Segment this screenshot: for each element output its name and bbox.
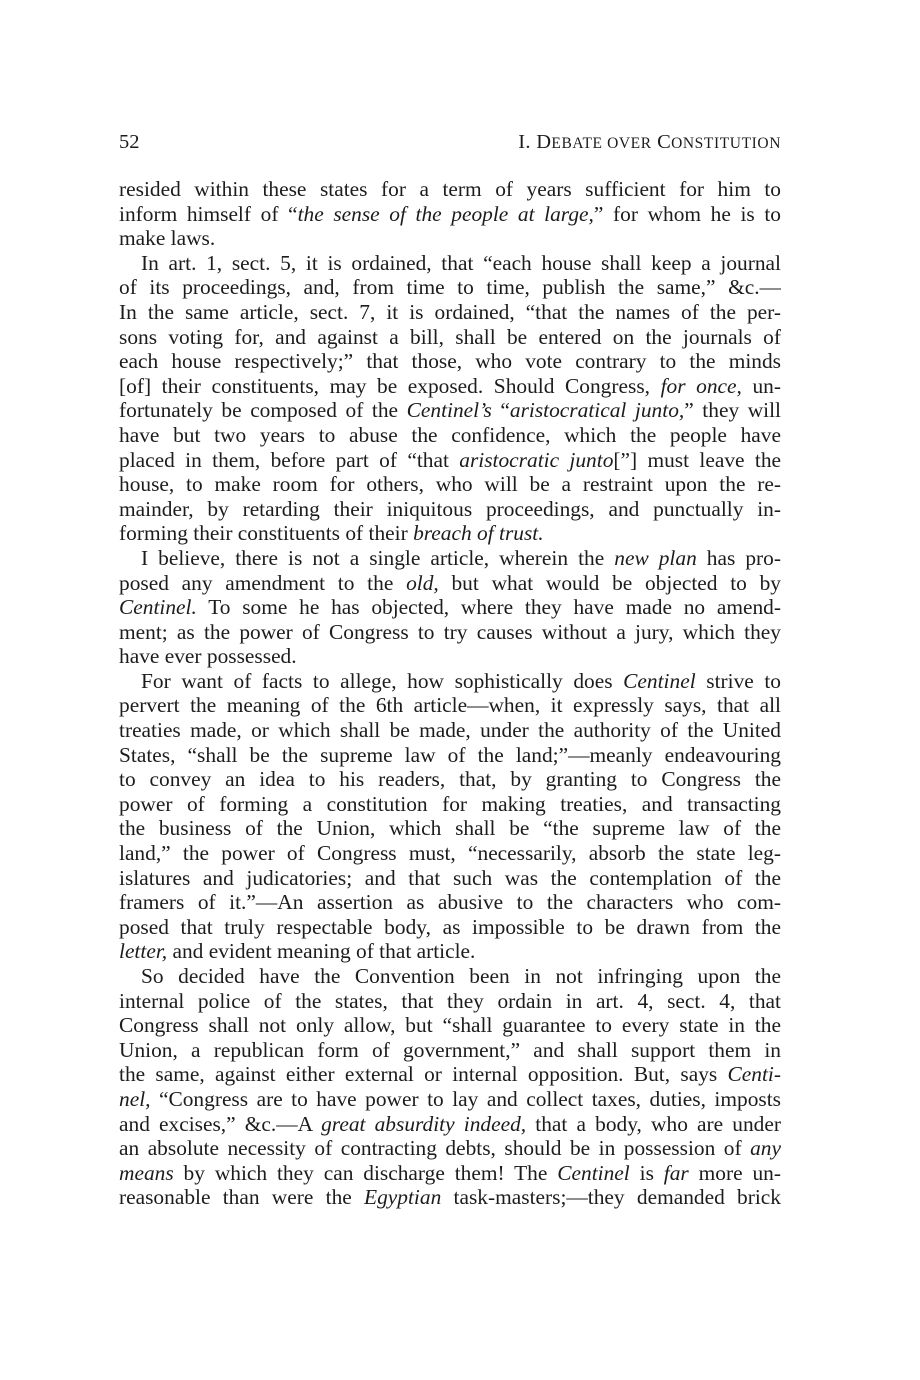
text-run: ” they will: [684, 398, 781, 423]
italic-text: breach of trust.: [413, 521, 544, 546]
italic-text: means: [119, 1160, 174, 1185]
text-line: [119, 1038, 781, 1063]
text-run: to convey an idea to his readers, that, by granting to Congress the: [119, 767, 781, 792]
italic-text: aristocratical junto,: [509, 398, 685, 423]
text-run: ” for whom he is to: [593, 201, 781, 226]
running-title-part: EBATE OVER: [551, 135, 652, 152]
text-run: strive to: [695, 668, 781, 693]
italic-text: old,: [406, 570, 439, 595]
text-run: but what would be objected to by: [438, 570, 781, 595]
text-run: treaties made, or which shall be made, under the authority of the United: [119, 718, 781, 743]
text-run: ment; as the power of Congress to try causes without a jury, which they: [119, 619, 781, 644]
text-line: [119, 816, 781, 841]
text-run: have but two years to abuse the confidence, which the people have: [119, 422, 781, 447]
italic-text: new plan: [614, 545, 697, 570]
italic-text: great absurdity indeed,: [321, 1111, 527, 1136]
text-line: [119, 841, 781, 866]
text-line: [119, 1112, 781, 1137]
text-run: each house respectively;” that those, who vote contrary to the minds: [119, 349, 781, 374]
text-run: internal police of the states, that they ordain in art. 4, sect. 4, that: [119, 988, 781, 1013]
text-line: [119, 866, 781, 891]
text-line: [119, 890, 781, 915]
text-run: Congress shall not only allow, but “shall guarantee to every state in the: [119, 1013, 781, 1038]
text-line: [119, 1161, 781, 1186]
text-run: fortunately be composed of the: [119, 398, 407, 423]
text-run: un-: [741, 373, 781, 398]
text-line: [119, 620, 781, 645]
text-line: [119, 300, 781, 325]
running-title: [518, 129, 781, 157]
text-run: that a body, who are under: [526, 1111, 781, 1136]
text-run: mainder, by retarding their iniquitous proceedings, and punctually in-: [119, 496, 781, 521]
text-run: is: [629, 1160, 664, 1185]
text-run: For want of facts to allege, how sophistically does: [141, 668, 624, 693]
text-line: [119, 398, 781, 423]
text-line: [119, 546, 781, 571]
text-run: In art. 1, sect. 5, it is ordained, that “each house shall keep a journal: [141, 250, 781, 275]
text-line: [119, 792, 781, 817]
text-run: forming their constituents of their: [119, 521, 414, 546]
text-run: “Congress are to have power to lay and collect taxes, duties, imposts: [150, 1086, 781, 1111]
text-run: posed that truly respectable body, as impossible to be drawn from the: [119, 914, 781, 939]
italic-text: far: [663, 1160, 689, 1185]
text-run: To some he has objected, where they have made no amend-: [196, 595, 781, 620]
text-line: [119, 251, 781, 276]
text-run: have ever possessed.: [119, 644, 297, 669]
italic-text: the sense of the people at large,: [297, 201, 594, 226]
text-line: [119, 1087, 781, 1112]
text-run: and evident meaning of that article.: [167, 939, 476, 964]
text-run: make laws.: [119, 226, 216, 251]
text-line: [119, 202, 781, 227]
text-line: [119, 472, 781, 497]
text-line: [119, 448, 781, 473]
text-line: [119, 1013, 781, 1038]
text-run: pervert the meaning of the 6th article—when, it expressly says, that all: [119, 693, 781, 718]
text-line: [119, 521, 781, 546]
text-run: inform himself of “: [119, 201, 298, 226]
text-line: [119, 718, 781, 743]
text-run: power of forming a constitution for making treaties, and transacting: [119, 791, 781, 816]
text-line: [119, 497, 781, 522]
text-line: [119, 571, 781, 596]
italic-text: for once,: [660, 373, 742, 398]
text-run: resided within these states for a term of years sufficient for him to: [119, 177, 781, 201]
text-line: [119, 374, 781, 399]
italic-text: Centinel.: [119, 595, 197, 620]
text-run: posed any amendment to the: [119, 570, 407, 595]
text-line: [119, 743, 781, 768]
running-title-part: C: [651, 131, 672, 153]
text-run: [”] must leave the: [613, 447, 781, 472]
italic-text: nel,: [119, 1086, 151, 1111]
text-run: by which they can discharge them! The: [173, 1160, 558, 1185]
page-number: 52: [119, 131, 140, 153]
text-run: So decided have the Convention been in not infringing upon the: [141, 964, 781, 988]
text-run: “: [491, 398, 510, 423]
italic-text: Egyptian: [364, 1185, 442, 1210]
text-line: [119, 669, 781, 694]
text-run: sons voting for, and against a bill, shall be entered on the journals of: [119, 324, 781, 349]
body-text: [119, 177, 781, 1210]
text-run: islatures and judicatories; and that such was the contemplation of the: [119, 865, 781, 890]
text-line: [119, 915, 781, 940]
text-run: the same, against either external or internal opposition. But, says: [119, 1062, 728, 1087]
text-run: of its proceedings, and, from time to time, publish the same,” &c.—: [119, 275, 781, 300]
text-run: and excises,” &c.—A: [119, 1111, 322, 1136]
text-line: [119, 226, 781, 251]
running-title-part: I. D: [518, 131, 552, 153]
text-run: In the same article, sect. 7, it is ordained, “that the names of the per-: [119, 299, 781, 324]
text-run: placed in them, before part of “that: [119, 447, 460, 472]
text-run: land,” the power of Congress must, “necessarily, absorb the state leg-: [119, 841, 781, 866]
italic-text: Centinel: [623, 668, 696, 693]
text-line: [119, 644, 781, 669]
text-line: [119, 275, 781, 300]
text-line: [119, 1136, 781, 1161]
text-run: has pro-: [696, 545, 781, 570]
italic-text: Centi-: [727, 1062, 781, 1087]
text-line: [119, 349, 781, 374]
text-run: I believe, there is not a single article, wherein the: [141, 545, 615, 570]
text-run: States, “shall be the supreme law of the land;”—meanly endeavouring: [119, 742, 781, 767]
text-line: [119, 423, 781, 448]
text-line: [119, 1062, 781, 1087]
text-line: [119, 693, 781, 718]
text-run: an absolute necessity of contracting debts, should be in possession of: [119, 1136, 751, 1161]
text-line: [119, 767, 781, 792]
italic-text: aristocratic junto: [459, 447, 614, 472]
text-run: the business of the Union, which shall be “the supreme law of the: [119, 816, 781, 841]
running-title-part: ONSTITUTION: [671, 135, 781, 152]
italic-text: letter,: [119, 939, 168, 964]
text-line: [119, 939, 781, 964]
text-line: [119, 177, 781, 202]
text-run: [of] their constituents, may be exposed. Should Congress,: [119, 373, 661, 398]
italic-text: any: [750, 1136, 781, 1161]
text-run: house, to make room for others, who will be a restraint upon the re-: [119, 472, 781, 497]
text-line: [119, 1185, 781, 1210]
text-run: more un-: [688, 1160, 781, 1185]
text-line: [119, 595, 781, 620]
text-line: [119, 989, 781, 1014]
text-run: framers of it.”—An assertion as abusive to the characters who com-: [119, 890, 781, 915]
text-line: [119, 964, 781, 989]
text-line: [119, 325, 781, 350]
text-run: reasonable than were the: [119, 1185, 365, 1210]
italic-text: Centinel’s: [406, 398, 492, 423]
text-run: task-masters;—they demanded brick: [441, 1185, 781, 1210]
text-run: Union, a republican form of government,” and shall support them in: [119, 1037, 781, 1062]
italic-text: Centinel: [557, 1160, 630, 1185]
